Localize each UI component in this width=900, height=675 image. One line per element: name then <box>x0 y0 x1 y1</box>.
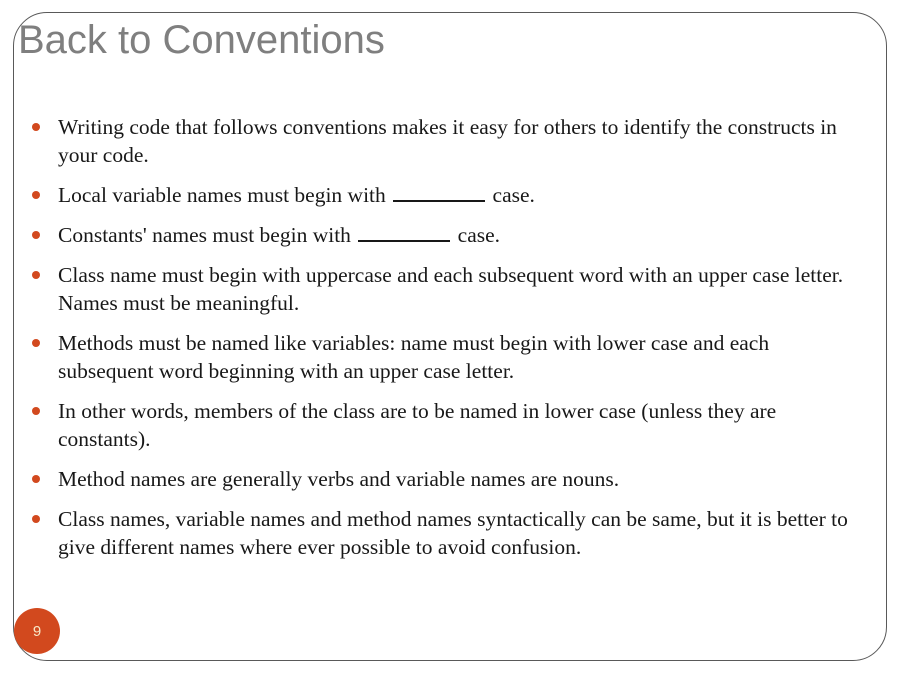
bullet-text <box>58 465 854 493</box>
page-number-label: 9 <box>32 622 42 640</box>
bullet-text-run: Constants' names must begin with <box>58 223 357 247</box>
bullet-dot-icon <box>32 271 40 279</box>
bullet-text-run: case. <box>487 183 535 207</box>
bullet-text <box>58 329 854 385</box>
bullet-dot-icon <box>32 123 40 131</box>
bullet-text-run: Class names, variable names and method names syntactically can be same, but it is better to give different names where ever possible to avoid confusion. <box>58 507 848 559</box>
fill-in-blank <box>393 185 485 202</box>
bullet-item <box>24 261 854 317</box>
bullet-dot-icon <box>32 339 40 347</box>
bullet-dot-icon <box>32 407 40 415</box>
bullet-item <box>24 505 854 561</box>
bullet-item <box>24 397 854 453</box>
bullet-text <box>58 181 854 209</box>
bullet-item <box>24 329 854 385</box>
bullet-text <box>58 221 854 249</box>
bullet-item <box>24 113 854 169</box>
bullet-text-run: Local variable names must begin with <box>58 183 392 207</box>
bullet-text <box>58 113 854 169</box>
bullet-item <box>24 181 854 209</box>
bullet-dot-icon <box>32 515 40 523</box>
bullet-dot-icon <box>32 475 40 483</box>
bullet-text <box>58 261 854 317</box>
bullet-text-run: Method names are generally verbs and variable names are nouns. <box>58 467 620 491</box>
bullet-item <box>24 465 854 493</box>
bullet-item <box>24 221 854 249</box>
bullet-text-run: Writing code that follows conventions makes it easy for others to identify the constructs in your code. <box>58 115 837 167</box>
page-number-badge <box>14 608 60 654</box>
bullet-text <box>58 505 854 561</box>
bullet-text <box>58 397 854 453</box>
fill-in-blank <box>358 225 450 242</box>
slide-title: Back to Conventions <box>18 18 385 62</box>
bullet-list <box>24 113 854 561</box>
bullet-text-run: In other words, members of the class are to be named in lower case (unless they are constants). <box>58 399 777 451</box>
bullet-text-run: Class name must begin with uppercase and each subsequent word with an upper case letter. Names must be meaningful. <box>58 263 844 315</box>
bullet-dot-icon <box>32 191 40 199</box>
bullet-text-run: case. <box>452 223 501 247</box>
bullet-text-run: Methods must be named like variables: name must begin with lower case and each subsequent word beginning with an upper case letter. <box>58 331 770 383</box>
bullet-dot-icon <box>32 231 40 239</box>
